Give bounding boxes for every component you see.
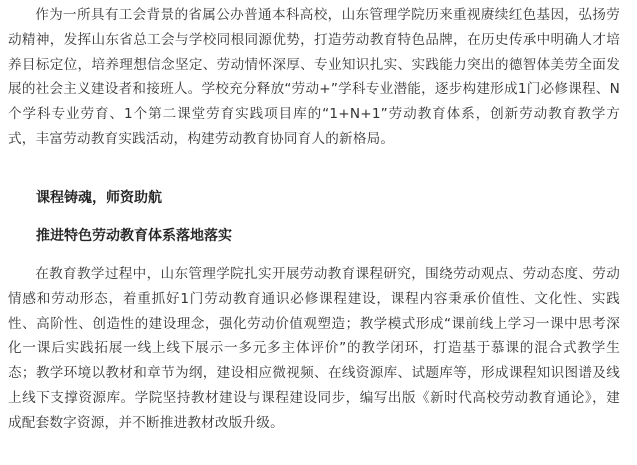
body-paragraph: 在教育教学过程中，山东管理学院扎实开展劳动教育课程研究，围绕劳动观点、劳动态度、劳动情感和劳动形态，着重抓好1门劳动教育通识必修课程建设，课程内容秉承价值性、文化性、实践性、高阶性、创造性的建设理念，强化劳动价值观塑造；教学模式形成“课前线上学习一课中思考深化一课后实践拓展一线上线下展示一多元多主体评价”的教学闭环，打造基于慕课的混合式教学生态；教学环境以教材和章节为纲，建设相应微视频、在线资源库、试题库等，形成课程知识图谱及线上线下支撑资源库。学院坚持教材建设与课程建设同步，编写出版《新时代高校劳动教育通论》，建成配套数字资源，并不断推进教材改版升级。 (8, 266, 620, 431)
sub-heading: 推进特色劳动教育体系落地落实 (36, 228, 232, 244)
intro-paragraph: 作为一所具有工会背景的省属公办普通本科高校，山东管理学院历来重视赓续红色基因，弘扬劳动精神，发挥山东省总工会与学校同根同源优势，打造劳动教育特色品牌，在历史传承中明确人才培养目标定位，培养理想信念坚定、劳动情怀深厚、专业知识扎实、实践能力突出的德智体美劳全面发展的社会主义建设者和接班人。学校充分释放“劳动+”学科专业潜能，逐步构建形成1门必修课程、N个学科专业劳育、1个第二课堂劳育实践项目库的“1+N+1”劳动教育体系，创新劳动教育教学方式，丰富劳动教育实践活动，构建劳动教育协同育人的新格局。 (8, 7, 620, 147)
section-heading: 课程铸魂，师资助航 (36, 190, 162, 206)
